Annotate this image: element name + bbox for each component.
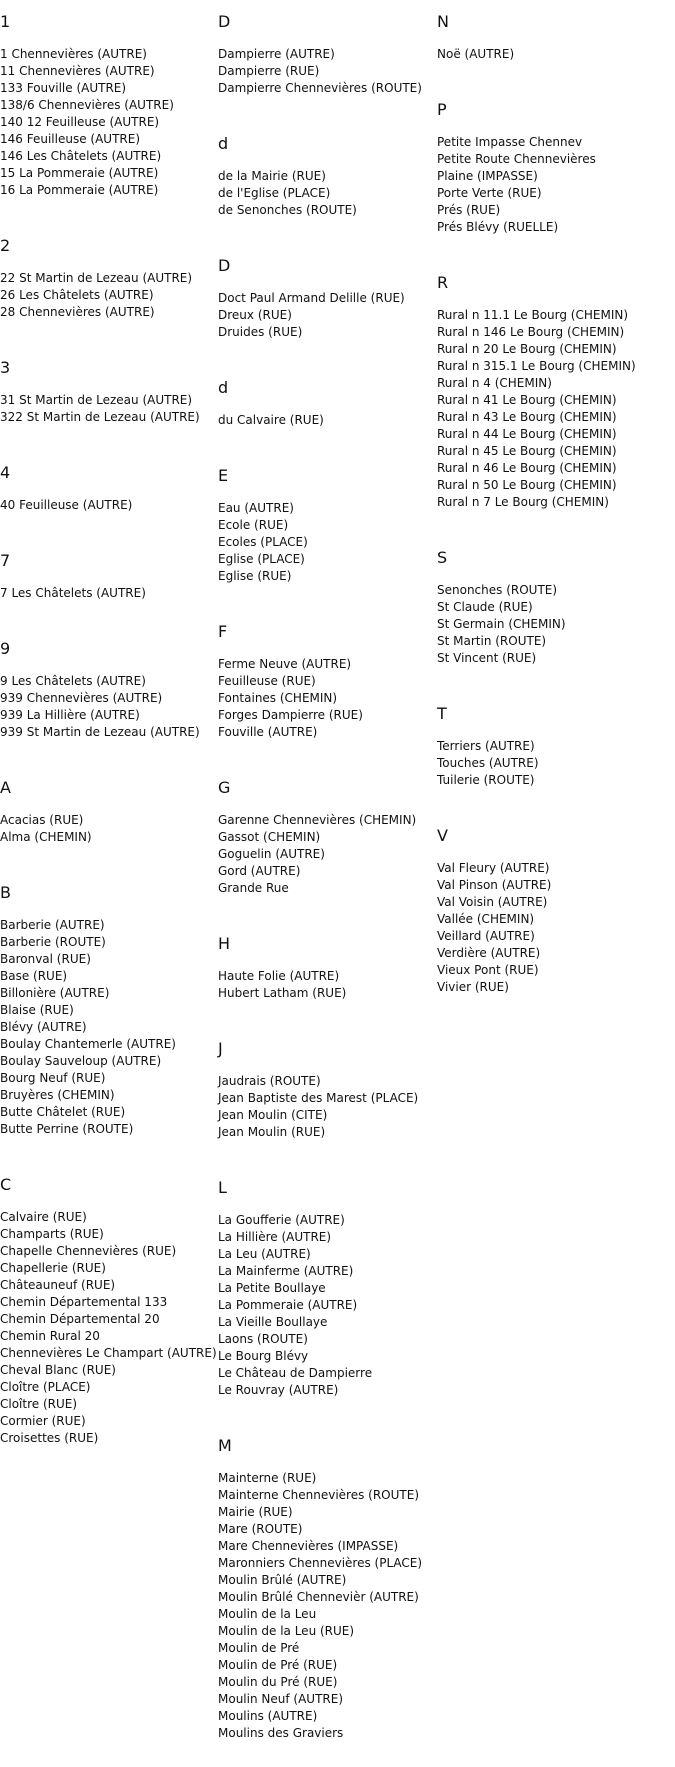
letter-heading: M bbox=[218, 1436, 232, 1455]
street-entry: La Leu (AUTRE) bbox=[218, 1247, 311, 1261]
street-entry: Champarts (RUE) bbox=[0, 1227, 104, 1241]
street-entry: Fouville (AUTRE) bbox=[218, 725, 318, 739]
street-entry: Vieux Pont (RUE) bbox=[437, 963, 539, 977]
street-entry: Chemin Départemental 133 bbox=[0, 1295, 168, 1309]
street-entry: Barberie (AUTRE) bbox=[0, 918, 105, 932]
street-entry: Dampierre (AUTRE) bbox=[218, 47, 335, 61]
index-column-2 bbox=[218, 0, 437, 1767]
street-entry: La Petite Boullaye bbox=[218, 1281, 326, 1295]
street-entry: Blaise (RUE) bbox=[0, 1003, 74, 1017]
street-entry: 939 La Hillière (AUTRE) bbox=[0, 708, 140, 722]
letter-group bbox=[218, 1166, 437, 1399]
letter-group bbox=[0, 224, 218, 321]
street-entry: 939 Chennevières (AUTRE) bbox=[0, 691, 163, 705]
letter-group bbox=[218, 922, 437, 1002]
street-entry: Haute Folie (AUTRE) bbox=[218, 969, 340, 983]
street-entry: Cheval Blanc (RUE) bbox=[0, 1363, 116, 1377]
street-entry: 31 St Martin de Lezeau (AUTRE) bbox=[0, 393, 193, 407]
letter-group bbox=[218, 766, 437, 897]
street-entry: 146 Les Châtelets (AUTRE) bbox=[0, 149, 162, 163]
letter-group bbox=[437, 88, 673, 236]
street-entry: Val Pinson (AUTRE) bbox=[437, 878, 552, 892]
street-entry: Chennevières Le Champart (AUTRE) bbox=[0, 1346, 217, 1360]
street-entry: Dampierre (RUE) bbox=[218, 64, 320, 78]
letter-heading: V bbox=[437, 826, 448, 845]
street-entry: Val Voisin (AUTRE) bbox=[437, 895, 548, 909]
letter-group bbox=[437, 692, 673, 789]
letter-group bbox=[437, 536, 673, 667]
street-entry: 7 Les Châtelets (AUTRE) bbox=[0, 586, 146, 600]
street-entry: Jean Moulin (RUE) bbox=[218, 1125, 326, 1139]
street-entry: Baronval (RUE) bbox=[0, 952, 91, 966]
index-column-3 bbox=[437, 0, 673, 1021]
street-entry: de l'Eglise (PLACE) bbox=[218, 186, 331, 200]
street-entry: Ferme Neuve (AUTRE) bbox=[218, 657, 352, 671]
letter-heading: D bbox=[218, 12, 231, 31]
letter-heading: E bbox=[218, 466, 229, 485]
street-entry: du Calvaire (RUE) bbox=[218, 413, 324, 427]
street-entry: Rural n 50 Le Bourg (CHEMIN) bbox=[437, 478, 617, 492]
letter-heading: D bbox=[218, 256, 231, 275]
letter-heading: P bbox=[437, 100, 447, 119]
street-entry: Porte Verte (RUE) bbox=[437, 186, 542, 200]
street-entry: Rural n 315.1 Le Bourg (CHEMIN) bbox=[437, 359, 636, 373]
street-entry: Mare Chennevières (IMPASSE) bbox=[218, 1539, 399, 1553]
street-entry: La Hillière (AUTRE) bbox=[218, 1230, 332, 1244]
street-entry: Noë (AUTRE) bbox=[437, 47, 515, 61]
street-entry: Boulay Chantemerle (AUTRE) bbox=[0, 1037, 176, 1051]
letter-heading: 4 bbox=[0, 463, 11, 482]
letter-heading: d bbox=[218, 378, 229, 397]
street-entry: Garenne Chennevières (CHEMIN) bbox=[218, 813, 417, 827]
letter-group bbox=[218, 122, 437, 219]
street-entry: Val Fleury (AUTRE) bbox=[437, 861, 550, 875]
street-entry: Doct Paul Armand Delille (RUE) bbox=[218, 291, 405, 305]
street-entry: Moulin de la Leu bbox=[218, 1607, 317, 1621]
street-entry: Ecole (RUE) bbox=[218, 518, 289, 532]
letter-group bbox=[218, 366, 437, 429]
street-entry: St Vincent (RUE) bbox=[437, 651, 537, 665]
street-entry: Moulin Brûlé (AUTRE) bbox=[218, 1573, 347, 1587]
street-entry: Le Bourg Blévy bbox=[218, 1349, 309, 1363]
street-entry: Moulin de la Leu (RUE) bbox=[218, 1624, 355, 1638]
street-entry: 146 Feuilleuse (AUTRE) bbox=[0, 132, 140, 146]
letter-heading: 2 bbox=[0, 236, 11, 255]
street-entry: Grande Rue bbox=[218, 881, 289, 895]
letter-group bbox=[0, 346, 218, 426]
street-entry: St Germain (CHEMIN) bbox=[437, 617, 566, 631]
street-entry: Cloître (RUE) bbox=[0, 1397, 78, 1411]
street-entry: 28 Chennevières (AUTRE) bbox=[0, 305, 155, 319]
letter-heading: J bbox=[218, 1039, 223, 1058]
street-entry: 11 Chennevières (AUTRE) bbox=[0, 64, 155, 78]
street-entry: St Claude (RUE) bbox=[437, 600, 533, 614]
street-entry: 939 St Martin de Lezeau (AUTRE) bbox=[0, 725, 200, 739]
street-entry: Petite Route Chennevières bbox=[437, 152, 596, 166]
street-entry: Petite Impasse Chennev bbox=[437, 135, 583, 149]
street-entry: Alma (CHEMIN) bbox=[0, 830, 92, 844]
letter-group bbox=[437, 261, 673, 511]
street-entry: Jaudrais (ROUTE) bbox=[218, 1074, 321, 1088]
street-entry: Terriers (AUTRE) bbox=[437, 739, 535, 753]
street-entry: Bourg Neuf (RUE) bbox=[0, 1071, 106, 1085]
street-entry: Acacias (RUE) bbox=[0, 813, 84, 827]
street-entry: Moulin de Pré (RUE) bbox=[218, 1658, 338, 1672]
street-entry: de Senonches (ROUTE) bbox=[218, 203, 357, 217]
street-entry: Moulin du Pré (RUE) bbox=[218, 1675, 338, 1689]
letter-heading: 7 bbox=[0, 551, 11, 570]
letter-group bbox=[0, 539, 218, 602]
street-entry: St Martin (ROUTE) bbox=[437, 634, 547, 648]
letter-group bbox=[437, 0, 673, 63]
street-entry: 9 Les Châtelets (AUTRE) bbox=[0, 674, 146, 688]
street-entry: Prés Blévy (RUELLE) bbox=[437, 220, 559, 234]
letter-heading: N bbox=[437, 12, 449, 31]
street-entry: Maronniers Chennevières (PLACE) bbox=[218, 1556, 423, 1570]
street-entry: 40 Feuilleuse (AUTRE) bbox=[0, 498, 133, 512]
letter-group bbox=[218, 0, 437, 97]
street-entry: Rural n 45 Le Bourg (CHEMIN) bbox=[437, 444, 617, 458]
street-entry: Forges Dampierre (RUE) bbox=[218, 708, 363, 722]
letter-group bbox=[0, 1163, 218, 1447]
street-entry: Moulins des Graviers bbox=[218, 1726, 344, 1740]
letter-group bbox=[437, 814, 673, 996]
letter-heading: R bbox=[437, 273, 449, 292]
letter-heading: F bbox=[218, 622, 228, 641]
street-entry: Chapellerie (RUE) bbox=[0, 1261, 106, 1275]
letter-group bbox=[0, 0, 218, 199]
letter-group bbox=[0, 627, 218, 741]
street-entry: Rural n 7 Le Bourg (CHEMIN) bbox=[437, 495, 609, 509]
street-entry: La Pommeraie (AUTRE) bbox=[218, 1298, 358, 1312]
street-entry: Vallée (CHEMIN) bbox=[437, 912, 535, 926]
street-entry: 140 12 Feuilleuse (AUTRE) bbox=[0, 115, 160, 129]
street-entry: Rural n 11.1 Le Bourg (CHEMIN) bbox=[437, 308, 629, 322]
street-entry: Rural n 44 Le Bourg (CHEMIN) bbox=[437, 427, 617, 441]
street-entry: Chemin Rural 20 bbox=[0, 1329, 100, 1343]
letter-group bbox=[218, 1424, 437, 1742]
street-entry: Jean Baptiste des Marest (PLACE) bbox=[218, 1091, 419, 1105]
letter-group bbox=[0, 451, 218, 514]
street-entry: Rural n 20 Le Bourg (CHEMIN) bbox=[437, 342, 617, 356]
street-entry: Chemin Départemental 20 bbox=[0, 1312, 160, 1326]
letter-heading: H bbox=[218, 934, 231, 953]
letter-heading: d bbox=[218, 134, 229, 153]
letter-group bbox=[218, 610, 437, 741]
letter-heading: 1 bbox=[0, 12, 11, 31]
street-entry: Ecoles (PLACE) bbox=[218, 535, 308, 549]
street-entry: de la Mairie (RUE) bbox=[218, 169, 326, 183]
street-entry: Touches (AUTRE) bbox=[437, 756, 539, 770]
street-entry: 322 St Martin de Lezeau (AUTRE) bbox=[0, 410, 200, 424]
letter-group bbox=[0, 766, 218, 846]
index-column-1 bbox=[0, 0, 218, 1472]
street-entry: Boulay Sauveloup (AUTRE) bbox=[0, 1054, 162, 1068]
street-entry: 22 St Martin de Lezeau (AUTRE) bbox=[0, 271, 193, 285]
street-entry: Gord (AUTRE) bbox=[218, 864, 301, 878]
letter-heading: B bbox=[0, 883, 11, 902]
street-entry: Verdière (AUTRE) bbox=[437, 946, 541, 960]
street-entry: Châteauneuf (RUE) bbox=[0, 1278, 116, 1292]
letter-group bbox=[218, 244, 437, 341]
street-entry: Senonches (ROUTE) bbox=[437, 583, 558, 597]
letter-group bbox=[218, 1027, 437, 1141]
letter-group bbox=[0, 871, 218, 1138]
street-entry: Vivier (RUE) bbox=[437, 980, 509, 994]
street-entry: Chapelle Chennevières (RUE) bbox=[0, 1244, 177, 1258]
street-entry: Mairie (RUE) bbox=[218, 1505, 293, 1519]
street-entry: Gassot (CHEMIN) bbox=[218, 830, 321, 844]
letter-heading: A bbox=[0, 778, 11, 797]
street-entry: Moulin de Pré bbox=[218, 1641, 300, 1655]
letter-heading: S bbox=[437, 548, 448, 567]
street-entry: Butte Châtelet (RUE) bbox=[0, 1105, 126, 1119]
street-entry: Rural n 46 Le Bourg (CHEMIN) bbox=[437, 461, 617, 475]
street-entry: La Goufferie (AUTRE) bbox=[218, 1213, 345, 1227]
street-entry: Base (RUE) bbox=[0, 969, 68, 983]
street-entry: Hubert Latham (RUE) bbox=[218, 986, 347, 1000]
street-entry: Calvaire (RUE) bbox=[0, 1210, 87, 1224]
street-entry: Feuilleuse (RUE) bbox=[218, 674, 316, 688]
street-entry: Mainterne Chennevières (ROUTE) bbox=[218, 1488, 419, 1502]
street-entry: 26 Les Châtelets (AUTRE) bbox=[0, 288, 154, 302]
street-entry: 15 La Pommeraie (AUTRE) bbox=[0, 166, 159, 180]
street-entry: Barberie (ROUTE) bbox=[0, 935, 106, 949]
street-entry: 138/6 Chennevières (AUTRE) bbox=[0, 98, 174, 112]
letter-heading: 3 bbox=[0, 358, 11, 377]
street-entry: Jean Moulin (CITE) bbox=[218, 1108, 328, 1122]
street-entry: Eglise (PLACE) bbox=[218, 552, 305, 566]
street-entry: Moulin Brûlé Chennevièr (AUTRE) bbox=[218, 1590, 419, 1604]
street-entry: Moulin Neuf (AUTRE) bbox=[218, 1692, 343, 1706]
street-entry: Rural n 43 Le Bourg (CHEMIN) bbox=[437, 410, 617, 424]
street-entry: Butte Perrine (ROUTE) bbox=[0, 1122, 134, 1136]
letter-heading: L bbox=[218, 1178, 227, 1197]
street-entry: Croisettes (RUE) bbox=[0, 1431, 99, 1445]
street-entry: Mare (ROUTE) bbox=[218, 1522, 303, 1536]
street-entry: Eglise (RUE) bbox=[218, 569, 292, 583]
street-entry: Blévy (AUTRE) bbox=[0, 1020, 87, 1034]
letter-heading: T bbox=[437, 704, 447, 723]
street-entry: Billonière (AUTRE) bbox=[0, 986, 110, 1000]
street-entry: Dreux (RUE) bbox=[218, 308, 292, 322]
street-entry: 133 Fouville (AUTRE) bbox=[0, 81, 127, 95]
letter-heading: G bbox=[218, 778, 231, 797]
street-entry: Tuilerie (ROUTE) bbox=[437, 773, 535, 787]
street-entry: Rural n 4 (CHEMIN) bbox=[437, 376, 552, 390]
street-entry: La Mainferme (AUTRE) bbox=[218, 1264, 354, 1278]
street-entry: Moulins (AUTRE) bbox=[218, 1709, 318, 1723]
street-entry: Plaine (IMPASSE) bbox=[437, 169, 538, 183]
street-entry: Le Rouvray (AUTRE) bbox=[218, 1383, 339, 1397]
street-entry: Laons (ROUTE) bbox=[218, 1332, 308, 1346]
street-entry: 1 Chennevières (AUTRE) bbox=[0, 47, 147, 61]
street-entry: Le Château de Dampierre bbox=[218, 1366, 373, 1380]
street-entry: Druides (RUE) bbox=[218, 325, 303, 339]
street-entry: La Vieille Boullaye bbox=[218, 1315, 328, 1329]
street-entry: Cormier (RUE) bbox=[0, 1414, 86, 1428]
street-entry: Prés (RUE) bbox=[437, 203, 501, 217]
street-entry: Veillard (AUTRE) bbox=[437, 929, 535, 943]
street-entry: Dampierre Chennevières (ROUTE) bbox=[218, 81, 422, 95]
street-entry: Goguelin (AUTRE) bbox=[218, 847, 325, 861]
letter-heading: 9 bbox=[0, 639, 11, 658]
letter-group bbox=[218, 454, 437, 585]
street-entry: 16 La Pommeraie (AUTRE) bbox=[0, 183, 159, 197]
street-entry: Cloître (PLACE) bbox=[0, 1380, 91, 1394]
street-entry: Bruyères (CHEMIN) bbox=[0, 1088, 115, 1102]
street-entry: Fontaines (CHEMIN) bbox=[218, 691, 338, 705]
street-entry: Rural n 41 Le Bourg (CHEMIN) bbox=[437, 393, 617, 407]
street-entry: Eau (AUTRE) bbox=[218, 501, 294, 515]
street-entry: Rural n 146 Le Bourg (CHEMIN) bbox=[437, 325, 625, 339]
letter-heading: C bbox=[0, 1175, 12, 1194]
street-entry: Mainterne (RUE) bbox=[218, 1471, 317, 1485]
